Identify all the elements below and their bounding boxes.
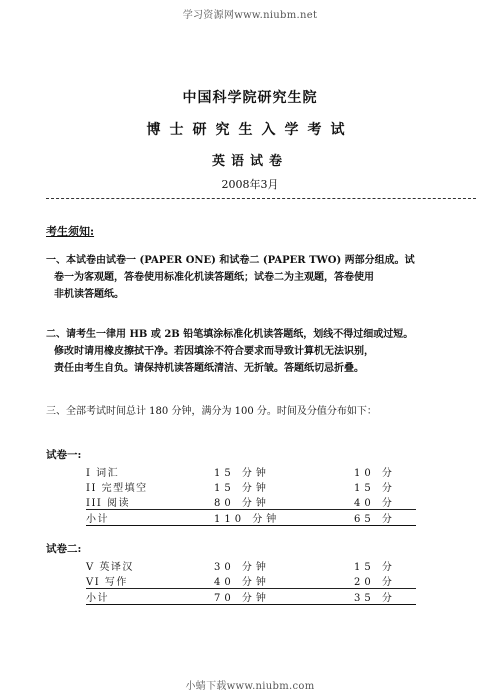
notice-heading: 考生须知:	[46, 225, 95, 238]
table-row	[86, 573, 416, 589]
notice-item-3-lead: 三、全部考试时间总计 180 分钟，满分为 100 分。时间及分值分布如下：	[46, 406, 377, 417]
notice-item-2-line-3: 责任由考生自负。请保持机读答题纸清洁、无折皱。答题纸切忌折叠。	[54, 363, 364, 374]
total-time: 70 分钟	[214, 589, 294, 605]
table-row	[86, 479, 416, 494]
section-name: II 完型填空	[86, 483, 148, 494]
institution-title: 中国科学院研究生院	[182, 90, 318, 106]
notice-item-1-line-2: 卷一为客观题，答卷使用标准化机读答题纸；试卷二为主观题，答卷使用	[54, 272, 374, 283]
watermark-top: 学习资源网www.niubm.net	[182, 10, 318, 21]
table-row	[86, 558, 416, 573]
total-score: 35 分	[354, 589, 416, 605]
section-score: 20 分	[354, 573, 416, 589]
table-row	[86, 464, 416, 479]
section-time: 40 分钟	[214, 573, 294, 589]
notice-item-1	[46, 252, 466, 303]
total-time: 110 分钟	[214, 510, 294, 526]
paper-title: 英语试卷	[211, 154, 288, 169]
notice-item-1-line-3: 非机读答题纸。	[54, 289, 124, 300]
paper-one-label: 试卷一:	[46, 449, 82, 461]
total-spacer	[294, 589, 354, 605]
section-name: VI 写作	[86, 573, 214, 589]
section-time: 15 分钟	[214, 483, 270, 494]
section-score: 10 分	[354, 468, 396, 479]
paper-one-table	[86, 464, 416, 526]
section-name: I 词汇	[86, 468, 120, 479]
section-time: 80 分钟	[214, 494, 294, 510]
paper-two-table	[86, 558, 416, 605]
notice-item-2	[46, 326, 466, 377]
total-spacer	[294, 510, 354, 526]
section-spacer	[294, 479, 354, 494]
dashed-divider	[46, 198, 476, 199]
table-row	[86, 494, 416, 510]
exam-date: 2008年3月	[221, 178, 279, 191]
notice-item-1-lead: 一、本试卷由试卷一 (PAPER ONE) 和试卷二 (PAPER TWO) 两部分组成。试	[46, 255, 415, 266]
section-spacer	[294, 573, 354, 589]
notice-item-2-lead: 二、请考生一律用 HB 或 2B 铅笔填涂标准化机读答题纸，划线不得过细或过短。	[46, 329, 414, 340]
notice-item-2-line-2: 修改时请用橡皮擦拭干净。若因填涂不符合要求而导致计算机无法识别，	[54, 346, 374, 357]
paper-two-label: 试卷二:	[46, 543, 82, 555]
section-spacer	[294, 464, 354, 479]
section-time: 15 分钟	[214, 468, 270, 479]
table-total-row	[86, 510, 416, 526]
notice-item-3	[46, 403, 466, 420]
section-score: 15 分	[354, 483, 396, 494]
table-total-row	[86, 589, 416, 605]
exam-title: 博士研究生入学考试	[146, 122, 354, 138]
section-spacer	[294, 494, 354, 510]
total-label: 小计	[86, 510, 214, 526]
total-score: 65 分	[354, 510, 416, 526]
section-score: 40 分	[354, 494, 416, 510]
section-score: 15 分	[354, 562, 396, 573]
watermark-bottom: 小蜻下载www.niubm.com	[185, 681, 315, 692]
section-time: 30 分钟	[214, 562, 270, 573]
section-spacer	[294, 558, 354, 573]
section-name: III 阅读	[86, 494, 214, 510]
section-name: V 英译汉	[86, 562, 134, 573]
total-label: 小计	[86, 589, 214, 605]
